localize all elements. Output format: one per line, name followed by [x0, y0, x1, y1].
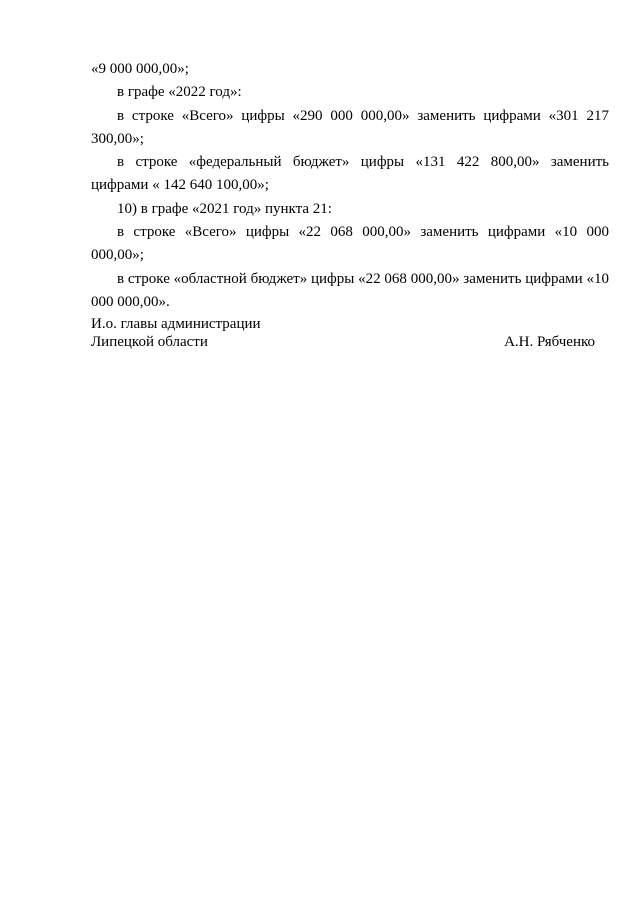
signature-position-line-1	[91, 315, 595, 333]
paragraph-2022-column: в графе «2022 год»:	[117, 84, 242, 101]
signature-position-line-2	[91, 333, 595, 351]
signature-block	[91, 315, 595, 351]
paragraph-total-row-2022: в строке «Всего» цифры «290 000 000,00» заменить цифрами «301 217 300,00»;	[91, 107, 609, 147]
paragraph-total-row-2021: в строке «Всего» цифры «22 068 000,00» заменить цифрами «10 000 000,00»;	[91, 224, 609, 264]
signer-organization: Липецкой области	[91, 334, 208, 350]
document-body	[91, 58, 609, 314]
paragraph-continuation: «9 000 000,00»;	[91, 61, 189, 77]
paragraph-regional-budget-row: в строке «областной бюджет» цифры «22 068 000,00» заменить цифрами «10 000 000,00».	[91, 270, 609, 310]
paragraph-federal-budget-row: в строке «федеральный бюджет» цифры «131 422 800,00» заменить цифрами « 142 640 100,00»;	[91, 154, 609, 194]
signer-name: А.Н. Рябченко	[504, 334, 595, 350]
paragraph-item-10: 10) в графе «2021 год» пункта 21:	[117, 200, 332, 217]
signer-position-title: И.о. главы администрации	[91, 316, 261, 332]
